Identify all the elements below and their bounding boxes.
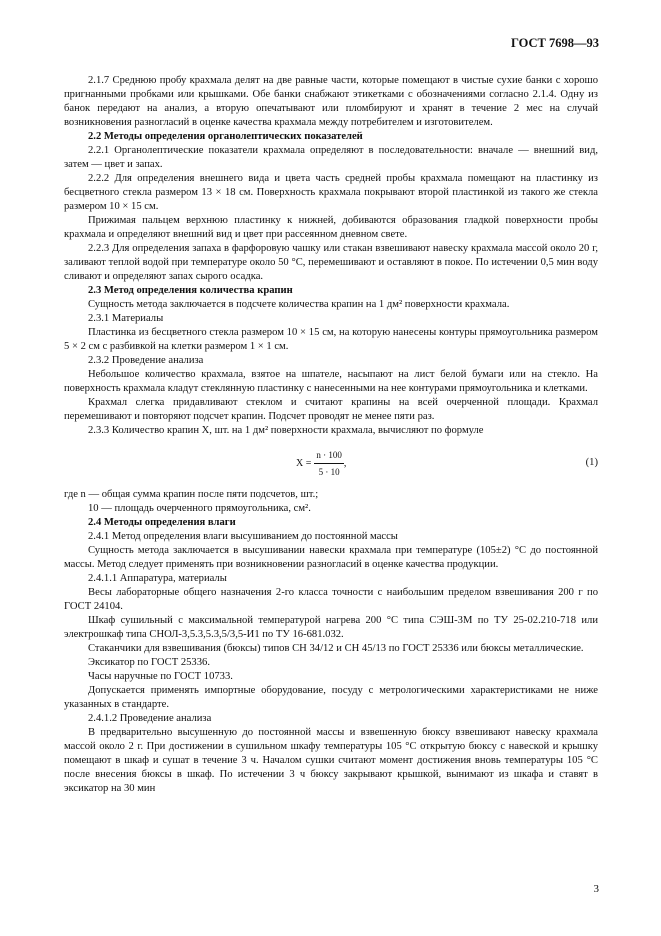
text-section-1 — [64, 74, 598, 438]
document-header: ГОСТ 7698—93 — [510, 36, 599, 50]
paragraph: 2.4.1 Метод определения влаги высушиванием до постоянной массы — [88, 531, 398, 542]
paragraph: В предварительно высушенную до постоянной массы и взвешенную бюксу взвешивают навеску крахмала массой около 2 г. При достижении в сушильном шкафу температуры 105 °С открытую бюксу с навеской и крышку помещают в шкаф и сушат в течение 3 ч. Началом сушки считают момент достижения вновь температуры 105 °С после внесения бюксы в шкаф. По истечении 3 ч бюксу закрывают крышкой, вынимают из шкафа и ставят в эксикатор на 30 мин — [64, 727, 598, 794]
paragraph: Стаканчики для взвешивания (бюксы) типов СН 34/12 и СН 45/13 по ГОСТ 25336 или бюксы металлические. — [88, 643, 584, 654]
formula-denominator: 5 · 10 — [318, 467, 340, 477]
formula-block — [64, 438, 598, 488]
paragraph: 2.1.7 Среднюю пробу крахмала делят на две равные части, которые помещают в чистые сухие банки с хорошо пригнанными пробками или крышками. Обе банки снабжают этикетками с обозначениями согласно 2.1.4. Одну из банок передают на анализ, а вторую опечатывают или пломбируют и хранят в течение 2 мес на случай возникновения разногласий в оценке качества крахмала между потребителем и изготовителем. — [64, 75, 598, 128]
document-body — [64, 74, 598, 796]
paragraph: 2.3.3 Количество крапин X, шт. на 1 дм² поверхности крахмала, вычисляют по формуле — [88, 425, 484, 436]
paragraph: 2.3.1 Материалы — [88, 313, 164, 324]
paragraph: Сущность метода заключается в высушивании навески крахмала при температуре (105±2) °С до постоянной массы. Метод следует применять при возникновении разногласий в оценке качества продукции. — [64, 545, 598, 570]
paragraph: Прижимая пальцем верхнюю пластинку к нижней, добиваются образования гладкой поверхности пробы крахмала и определяют внешний вид и цвет при рассеянном дневном свете. — [64, 215, 598, 240]
paragraph: Весы лабораторные общего назначения 2-го класса точности с наибольшим пределом взвешивания 200 г по ГОСТ 24104. — [64, 587, 598, 612]
paragraph: Допускается применять импортные оборудование, посуду с метрологическими характеристиками не ниже указанных в стандарте. — [64, 685, 598, 710]
text-section-2 — [64, 488, 598, 796]
paragraph: Часы наручные по ГОСТ 10733. — [88, 671, 233, 682]
formula-lhs: X = — [296, 457, 312, 469]
paragraph: 10 — площадь очерченного прямоугольника, см². — [88, 503, 311, 514]
paragraph: Эксикатор по ГОСТ 25336. — [88, 657, 210, 668]
formula-tail: , — [343, 457, 347, 469]
paragraph: Шкаф сушильный с максимальной температурой нагрева 200 °С типа СЭШ-3М по ТУ 25-02.210-718 или электрошкаф типа СНОЛ-3,5.3,5.3,5/3,5-И1 по ТУ 16-681.032. — [64, 615, 598, 640]
equation-number: (1) — [585, 457, 598, 468]
paragraph: 2.3.2 Проведение анализа — [88, 355, 204, 366]
paragraph: 2.4.1.1 Аппаратура, материалы — [88, 573, 227, 584]
paragraph: где n — общая сумма крапин после пяти подсчетов, шт.; — [64, 489, 319, 500]
paragraph: 2.2 Методы определения органолептических показателей — [88, 131, 363, 142]
page-number: 3 — [593, 883, 599, 895]
formula-fraction — [314, 448, 344, 479]
paragraph: 2.2.1 Органолептические показатели крахмала определяют в последовательности: вначале — внешний вид, затем — цвет и запах. — [64, 145, 598, 170]
paragraph: 2.4.1.2 Проведение анализа — [88, 713, 212, 724]
paragraph: Крахмал слегка придавливают стеклом и считают крапины на всей очерченной площади. Крахмал перемешивают и повторяют подсчет крапин. Подсчет проводят не менее пяти раз. — [64, 397, 598, 422]
paragraph: 2.2.3 Для определения запаха в фарфоровую чашку или стакан взвешивают навеску крахмала массой около 20 г, заливают теплой водой при температуре около 50 °С, перемешивают и оставляют в покое. По истечении 0,5 мин воду сливают и определяют запах сырого осадка. — [64, 243, 598, 282]
paragraph: Сущность метода заключается в подсчете количества крапин на 1 дм² поверхности крахмала. — [88, 299, 510, 310]
formula — [296, 448, 346, 479]
paragraph: 2.4 Методы определения влаги — [88, 517, 236, 528]
paragraph: Небольшое количество крахмала, взятое на шпателе, насыпают на лист белой бумаги или на стекло. На поверхность крахмала кладут стеклянную пластинку с нанесенными на нее контурами прямоугольника и клетками. — [64, 369, 598, 394]
paragraph: Пластинка из бесцветного стекла размером 10 × 15 см, на которую нанесены контуры прямоугольника размером 5 × 2 см с разбивкой на клетки размером 1 × 1 см. — [64, 327, 598, 352]
paragraph: 2.3 Метод определения количества крапин — [88, 285, 293, 296]
paragraph: 2.2.2 Для определения внешнего вида и цвета часть средней пробы крахмала помещают на пластинку из бесцветного стекла размером 13 × 18 см. Поверхность крахмала покрывают второй пластинкой из такого же стекла размером 10 × 15 см. — [64, 173, 598, 212]
formula-numerator: n · 100 — [314, 448, 344, 464]
